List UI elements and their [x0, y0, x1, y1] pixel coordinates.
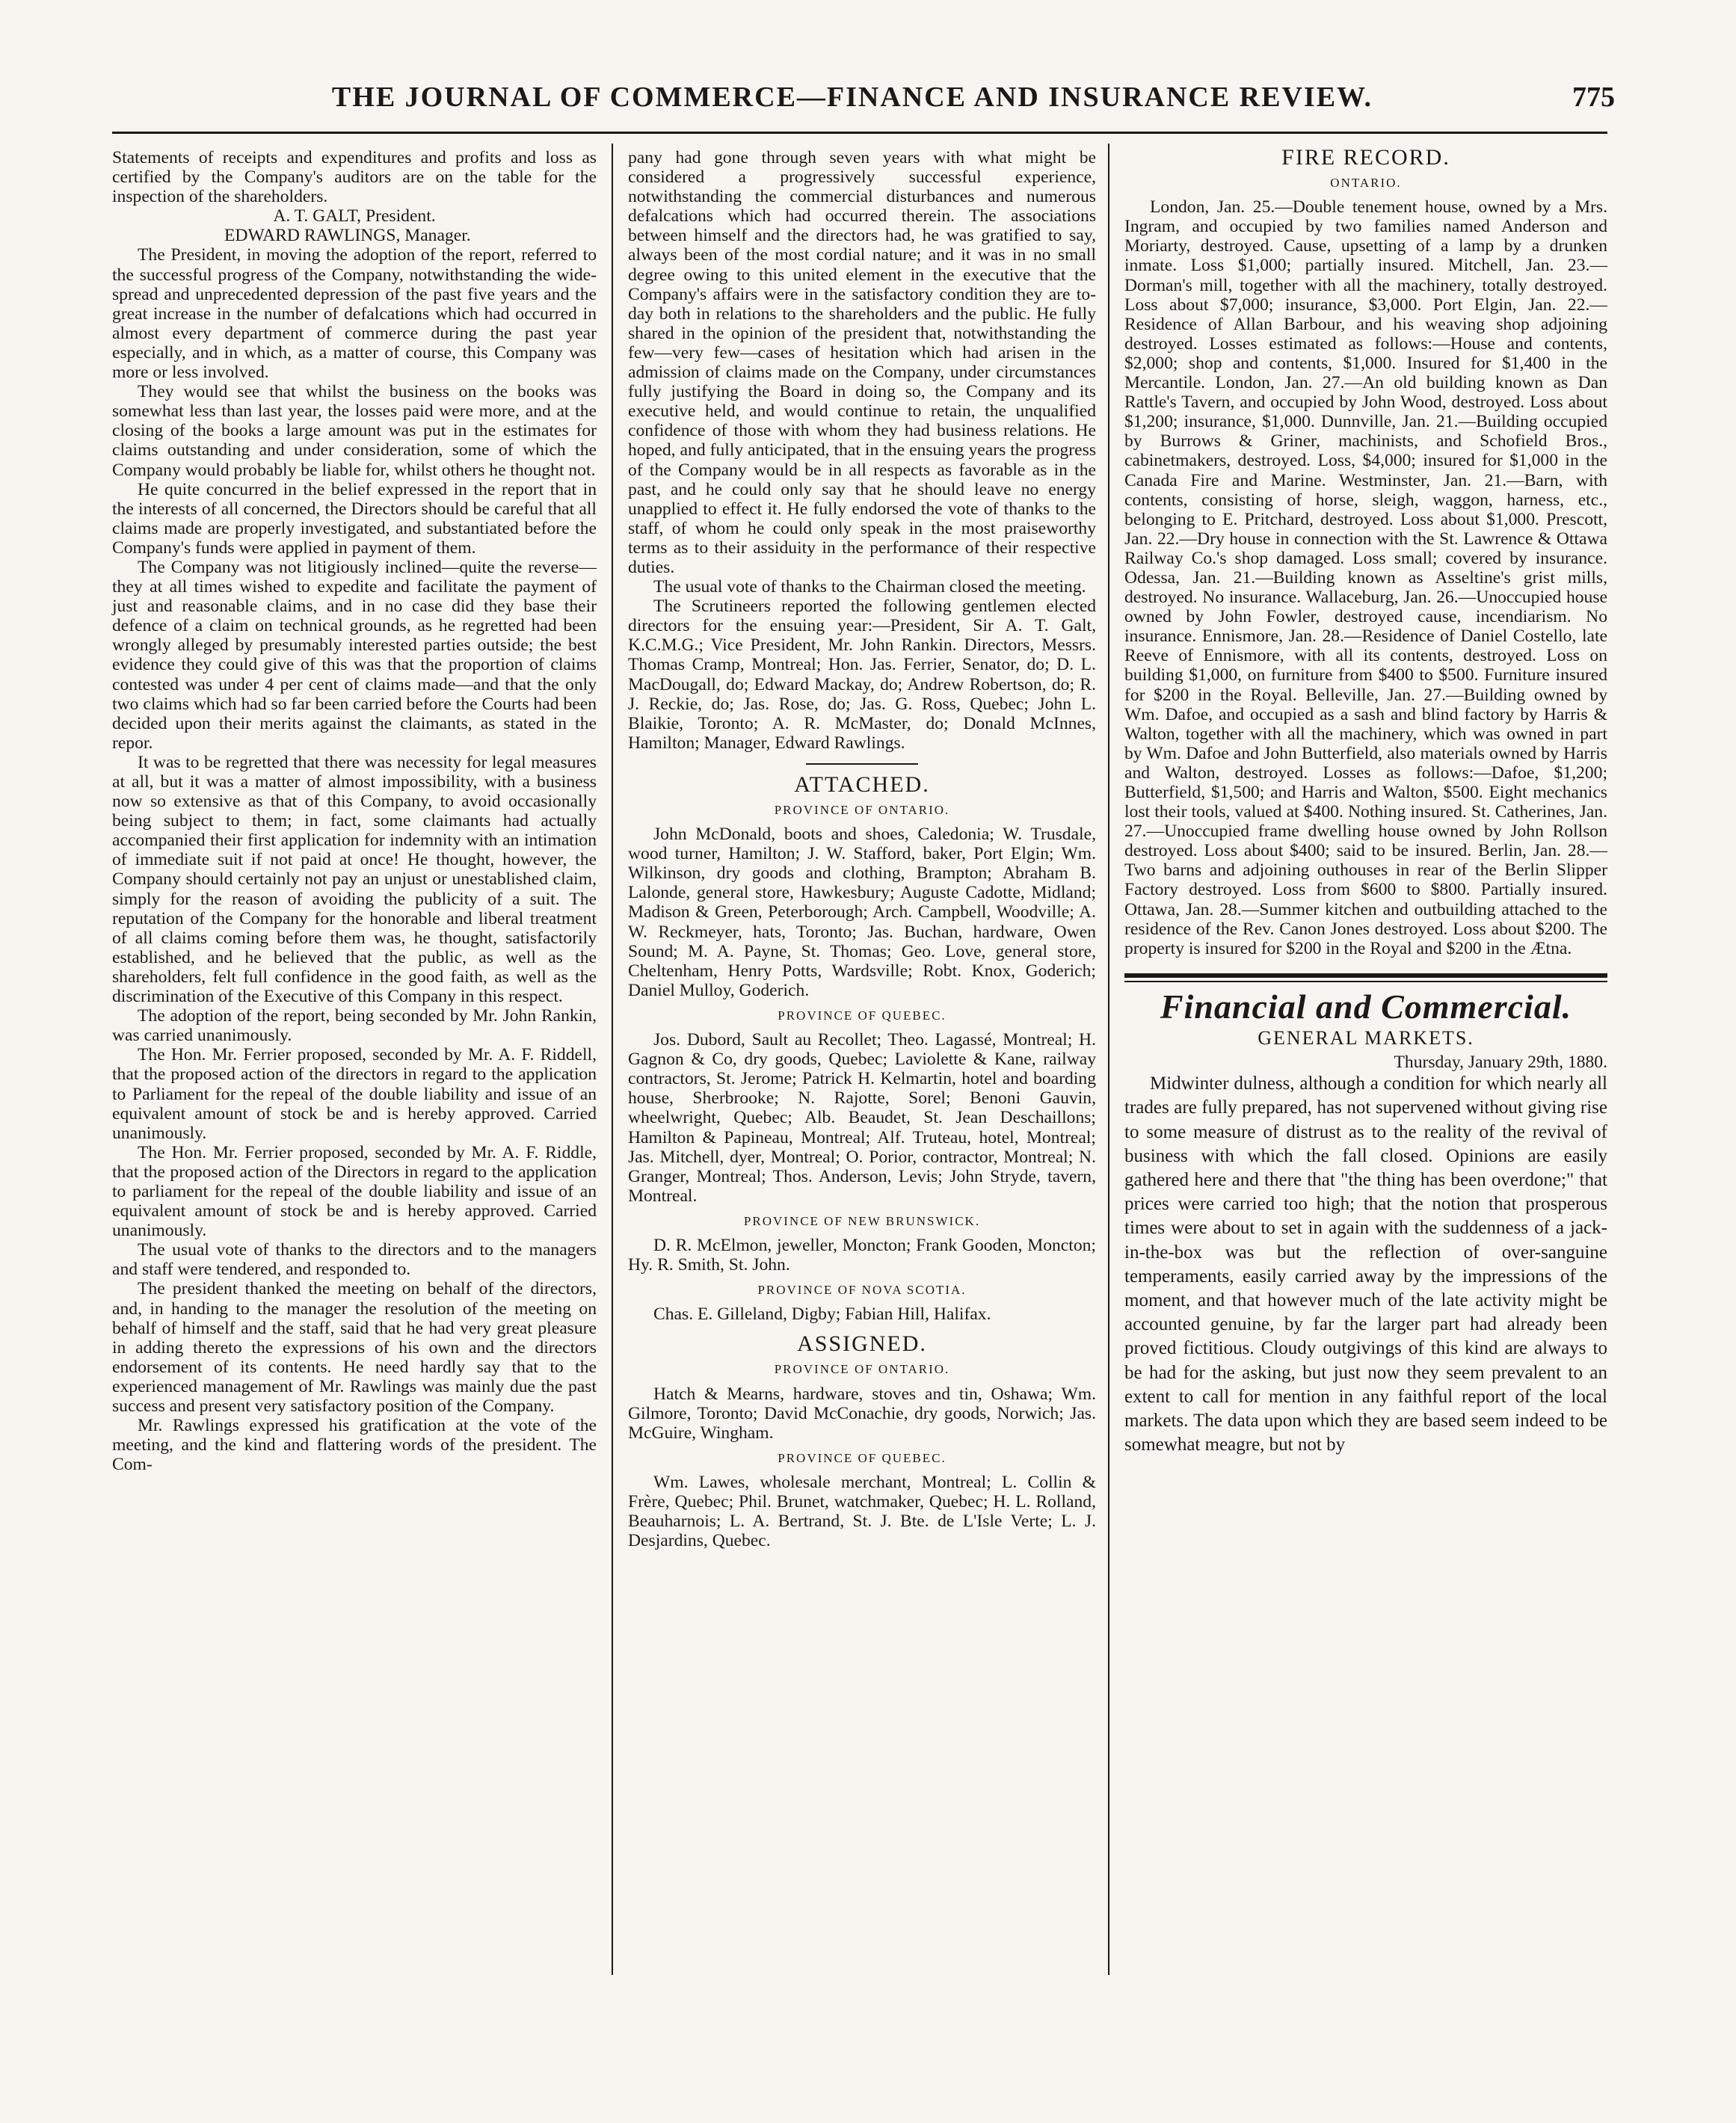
page-header [112, 81, 1615, 126]
attached-list: Jos. Dubord, Sault au Recollet; Theo. Lagassé, Montreal; H. Gagnon & Co, dry goods, Quebec; Laviolette & Kane, railway contractors, St. Jerome; Patrick H. Kelmartin, hotel and boarding house, Sherbrooke; N. Rajotte, Sorel; Benoni Gauvin, wheelwright, Quebec; Alb. Beaudet, St. Jean Deschaillons; Hamilton & Papineau, Montreal; Alf. Truteau, hotel, Montreal; Jas. Mitchell, dyer, Montreal; O. Porior, contractor, Montreal; N. Granger, Montreal; Thos. Anderson, Levis; John Stryde, tavern, Montreal. [628, 1030, 1096, 1206]
fire-record-subheading: ONTARIO. [1330, 176, 1402, 191]
column-rule-1 [612, 144, 613, 1975]
paragraph: The usual vote of thanks to the directors and to the managers and staff were tendered, and responded to. [112, 1240, 597, 1280]
province-heading: PROVINCE OF QUEBEC. [778, 1008, 947, 1023]
assigned-heading: ASSIGNED. [797, 1331, 927, 1357]
header-rule [112, 132, 1607, 134]
fire-record-heading: FIRE RECORD. [1281, 145, 1450, 170]
fire-record-text: London, Jan. 25.—Double tenement house, owned by a Mrs. Ingram, and occupied by two families named Anderson and Moriarty, destroyed. Cause, upsetting of a lamp by a drunken inmate. Loss $1,000; partially insured. Mitchell, Jan. 23.—Dorman's mill, together with all the machinery, totally destroyed. Loss about $7,000; insurance, $3,000. Port Elgin, Jan. 22.—Residence of Allan Barbour, and his weaving shop adjoining destroyed. Losses estimated as follows:—House and contents, $2,000; shop and contents, $1,000. Insured for $1,400 in the Mercantile. London, Jan. 27.—An old building known as Dan Rattle's Tavern, and occupied by John Wood, destroyed. Loss about $1,200; insurance, $1,000. Dunnville, Jan. 21.—Building occupied by Burrows & Griner, machinists, and Schofield Bros., cabinetmakers, destroyed. Loss, $4,000; insured for $1,000 in the Canada Fire and Marine. Westminster, Jan. 21.—Barn, with contents, consisting of horse, sleigh, waggon, harness, etc., belonging to E. Pritchard, destroyed. Loss about $1,000. Prescott, Jan. 22.—Dry house in connection with the St. Lawrence & Ottawa Railway Co.'s shop damaged. Loss small; covered by insurance. Odessa, Jan. 21.—Building known as Asseltine's grist mills, destroyed. No insurance. Wallaceburg, Jan. 26.—Unoccupied house owned by John Fowler, destroyed cause, incendiarism. No insurance. Ennismore, Jan. 28.—Residence of Daniel Costello, late Reeve of Ennismore, with all its contents, destroyed. Loss on building $1,000, on furniture from $400 to $500. Furniture insured for $200 in the Royal. Belleville, Jan. 27.—Building owned by Wm. Dafoe, and occupied as a sash and blind factory by Harris & Walton, together with all the machinery, which was owned in part by Wm. Dafoe and John Butterfield, also materials owned by Harris and Walton, destroyed. Losses as follows:—Dafoe, $1,200; Butterfield, $1,500; and Harris and Walton, $500. Eight mechanics lost their tools, valued at $400. Nothing insured. St. Catherines, Jan. 27.—Unoccupied frame dwelling house owned by John Rollson destroyed. Loss about $400; said to be insured. Berlin, Jan. 28.—Two barns and adjoining outhouses in rear of the Berlin Slipper Factory destroyed. Loss from $600 to $800. Partially insured. Ottawa, Jan. 28.—Summer kitchen and outbuilding attached to the residence of the Rev. Canon Jones destroyed. Loss about $200. The property is insured for $200 in the Royal and $200 in the Ætna. [1124, 197, 1607, 958]
general-markets-heading: GENERAL MARKETS. [1258, 1026, 1474, 1049]
paragraph: They would see that whilst the business on the books was somewhat less than last year, the losses paid were more, and at the closing of the books a large amount was put in the estimates for claims outstanding and under consideration, some of which the Company would probably be liable for, whilst others he thought not. [112, 382, 597, 480]
province-heading: PROVINCE OF QUEBEC. [778, 1450, 947, 1465]
attached-heading: ATTACHED. [794, 771, 930, 797]
page-number: 775 [1572, 81, 1615, 113]
province-heading: PROVINCE OF ONTARIO. [774, 803, 950, 817]
column-2 [628, 148, 1096, 1550]
paragraph: It was to be regretted that there was necessity for legal measures at all, but it was a matter of almost impossibility, with a business now so extensive as that of this Company, to avoid occasionally being subject to them; in fact, some claimants had actually accompanied their first application for indemnity with an intimation of immediate suit if not paid at once! He thought, however, the Company should certainly not pay an unjust or unestablished claim, simply for the reason of avoiding the publicity of a suit. The reputation of the Company for the honorable and liberal treatment of all claims coming before them was, he thought, satisfactorily established, and he believed that the public, as well as the shareholders, felt full confidence in the good faith, as well as the discrimination of the Executive of this Company in this respect. [112, 752, 597, 1007]
column-rule-2 [1108, 144, 1109, 1975]
paragraph: pany had gone through seven years with what might be considered a progressively successful experience, notwithstanding the commercial disturbances and numerous defalcations which had occurred therein. The associations between himself and the directors had, he was gratified to say, always been of the most cordial nature; and it was in no small degree owing to this united element in the executive that the Company's affairs were in the satisfactory condition they are to-day both in relations to the shareholders and the public. He fully shared in the opinion of the president that, notwithstanding the few—very few—cases of hesitation which had arisen in the admission of claims made on the Company, under circumstances fully justifying the Board in doing so, the Company and its executive held, and would continue to retain, the unqualified confidence of those with whom they had business relations. He hoped, and fully anticipated, that in the ensuing years the progress of the Company would be in all respects as favorable as in the past, and he could only say that he should leave no energy unapplied to effect it. He fully endorsed the vote of thanks to the staff, of whom he could only speak in the most praiseworthy terms as to their assiduity in the performance of their respective duties. [628, 148, 1096, 577]
general-markets-text: Midwinter dulness, although a condition for which nearly all trades are fully prepared, has not supervened without giving rise to some measure of distrust as to the reality of the revival of business with which the fall closed. Opinions are easily gathered here and there that "the thing has been overdone;" that prices were carried too high; that the notion that prosperous times were about to set in again with the suddenness of a jack-in-the-box was but the reflection of over-sanguine temperaments, easily carried away by the impressions of the moment, and that however much of the late activity might be accounted genuine, by far the larger part had already been proved fictitious. Cloudy outgivings of this kind are always to be had for the asking, but just now they seem prevalent to an extent to call for mention in any faithful report of the local markets. The data upon which they are based seem indeed to be somewhat meagre, but not by [1124, 1073, 1607, 1455]
attached-list: Chas. E. Gilleland, Digby; Fabian Hill, Halifax. [653, 1304, 991, 1325]
column-3 [1124, 145, 1607, 1457]
section-rule-thin [1124, 981, 1607, 982]
province-heading: PROVINCE OF NEW BRUNSWICK. [743, 1213, 981, 1228]
signature-manager: EDWARD RAWLINGS, Manager. [224, 226, 471, 246]
paragraph: The Hon. Mr. Ferrier proposed, seconded by Mr. A. F. Riddell, that the proposed action of the directors in regard to the application to Parliament for the repeal of the double liability and issue of an equivalent amount of stock be and is hereby approved. Carried unanimously. [112, 1045, 597, 1143]
paragraph: The usual vote of thanks to the Chairman closed the meeting. [653, 577, 1086, 597]
attached-list: John McDonald, boots and shoes, Caledonia; W. Trusdale, wood turner, Hamilton; J. W. Stafford, baker, Port Elgin; Wm. Wilkinson, dry goods and clothing, Brampton; Abraham B. Lalonde, general store, Hawkesbury; Auguste Cadotte, Midland; Madison & Green, Peterborough; Arch. Campbell, Woodville; A. W. Reckmeyer, hats, Toronto; Jas. Buchan, hardware, Owen Sound; M. A. Payne, St. Thomas; Geo. Love, general store, Cheltenham, Henry Potts, Wardsville; Robt. Knox, Goderich; Daniel Mulloy, Goderich. [628, 825, 1096, 1000]
paragraph: The President, in moving the adoption of the report, referred to the successful progress of the Company, notwithstanding the wide-spread and unprecedented depression of the past five years and the great increase in the number of defalcations which had occurred in almost every department of commerce during the past year especially, and in which, as a matter of course, this Company was more or less involved. [112, 245, 597, 383]
paragraph: He quite concurred in the belief expressed in the report that in the interests of all concerned, the Directors should be careful that all claims made are properly investigated, and substantiated before the Company's funds were applied in payment of them. [112, 479, 597, 558]
paragraph: The president thanked the meeting on behalf of the directors, and, in handing to the manager the resolution of the meeting on behalf of himself and the staff, said that he had very great pleasure in adding thereto the expressions of his own and the directors endorsement of its contents. He need hardly say that to the experienced management of Mr. Rawlings was mainly due the past success and present very satisfactory position of the Company. [112, 1279, 597, 1416]
paragraph: The Company was not litigiously inclined—quite the reverse—they at all times wished to expedite and facilitate the payment of just and reasonable claims, and in no case did they base their defence of a claim on technical grounds, as he regretted had been wrongly alleged by presumably interested parties outside; the best evidence they could give of this was that the proportion of claims contested was under 4 per cent of claims made—and that the only two claims which had so far been carried before the Courts had been decided upon their merits against the claimants, as stated in the repor. [112, 557, 597, 753]
section-divider [806, 763, 918, 765]
paragraph: The Hon. Mr. Ferrier proposed, seconded by Mr. A. F. Riddle, that the proposed action of the Directors in regard to the application to parliament for the repeal of the double liability and issue of an equivalent amount of stock be and is hereby approved. Carried unanimously. [112, 1142, 597, 1241]
section-title: Financial and Commercial. [1160, 987, 1572, 1026]
signature-president: A. T. GALT, President. [273, 206, 436, 227]
section-rule-thick [1124, 973, 1607, 978]
column-1 [112, 148, 597, 1474]
paragraph: The Scrutineers reported the following gentlemen elected directors for the ensuing year:—President, Sir A. T. Galt, K.C.M.G.; Vice President, Mr. John Rankin. Directors, Messrs. Thomas Cramp, Montreal; Hon. Jas. Ferrier, Senator, do; D. L. MacDougall, do; Edward Mackay, do; Andrew Robertson, do; R. J. Reckie, do; Jas. Rose, do; Jas. G. Ross, Quebec; John L. Blaikie, Toronto; A. R. McMaster, do; Donald McInnes, Hamilton; Manager, Edward Rawlings. [628, 597, 1096, 753]
paragraph: Statements of receipts and expenditures and profits and loss as certified by the Company's auditors are on the table for the inspection of the shareholders. [112, 148, 597, 207]
province-heading: PROVINCE OF NOVA SCOTIA. [757, 1283, 967, 1298]
paragraph: Mr. Rawlings expressed his gratification at the vote of the meeting, and the kind and flattering words of the president. The Com- [112, 1416, 597, 1475]
attached-list: D. R. McElmon, jeweller, Moncton; Frank Gooden, Moncton; Hy. R. Smith, St. John. [628, 1235, 1096, 1275]
paragraph: The adoption of the report, being seconded by Mr. John Rankin, was carried unanimously. [112, 1006, 597, 1046]
dateline: Thursday, January 29th, 1880. [1394, 1053, 1607, 1073]
assigned-list: Hatch & Mearns, hardware, stoves and tin, Oshawa; Wm. Gilmore, Toronto; David McConachie, dry goods, Norwich; Jas. McGuire, Wingham. [628, 1384, 1096, 1443]
journal-title: THE JOURNAL OF COMMERCE—FINANCE AND INSURANCE REVIEW. [331, 81, 1373, 113]
assigned-list: Wm. Lawes, wholesale merchant, Montreal; L. Collin & Frère, Quebec; Phil. Brunet, watchmaker, Quebec; H. L. Rolland, Beauharnois; L. A. Bertrand, St. J. Bte. de L'Isle Verte; L. J. Desjardins, Quebec. [628, 1472, 1096, 1551]
province-heading: PROVINCE OF ONTARIO. [774, 1362, 950, 1377]
